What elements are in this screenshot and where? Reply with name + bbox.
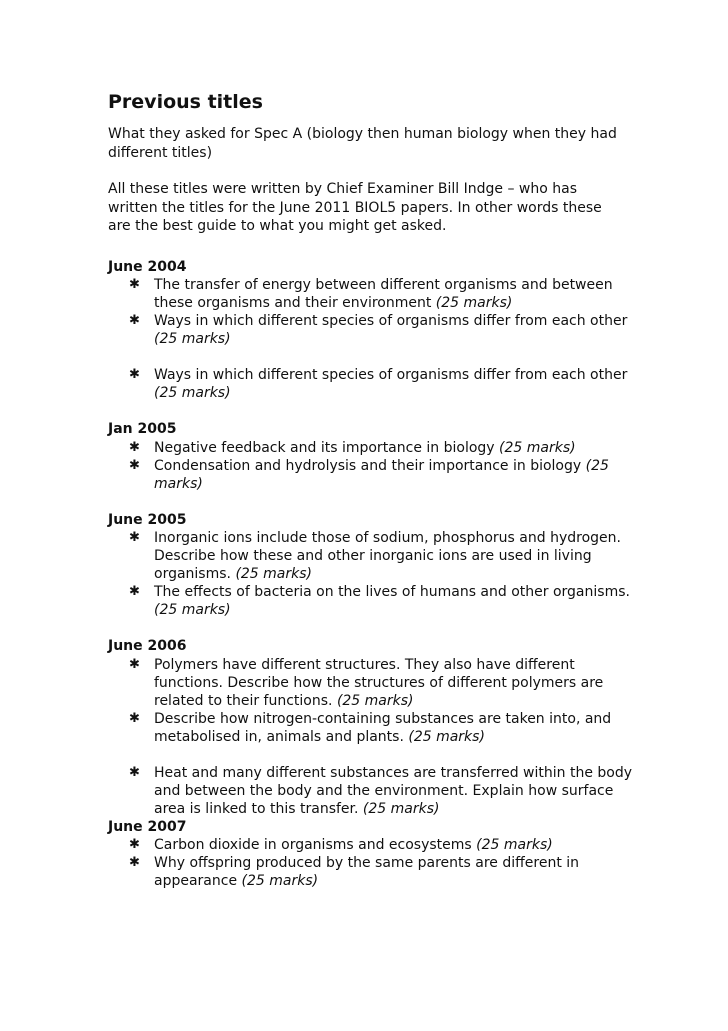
asterisk-bullet-icon: ✱: [129, 837, 140, 852]
item-marks: (25 marks): [154, 602, 231, 618]
asterisk-bullet-icon: ✱: [129, 656, 140, 672]
title-list: [108, 836, 638, 890]
list-item: [108, 276, 640, 312]
item-text: Describe how nitrogen-containing substances are taken into, and metabolised in, animals and plants.: [154, 710, 612, 745]
item-marks: (25 marks): [154, 457, 609, 492]
item-marks: (25 marks): [435, 295, 513, 311]
list-item: [108, 529, 640, 583]
section-jan-2005: [108, 420, 638, 493]
list-item: [108, 439, 640, 457]
item-text: Condensation and hydrolysis and their importance in biology: [154, 457, 586, 474]
asterisk-bullet-icon: ✱: [129, 277, 140, 292]
item-marks: (25 marks): [408, 728, 485, 745]
list-item: [108, 710, 640, 746]
asterisk-bullet-icon: ✱: [129, 439, 140, 455]
title-list: [108, 276, 638, 402]
list-item: [108, 854, 640, 890]
item-marks: (25 marks): [241, 873, 319, 889]
section-june-2004: [108, 258, 638, 403]
item-marks: (25 marks): [154, 385, 231, 401]
asterisk-bullet-icon: ✱: [129, 313, 140, 328]
list-item: [108, 836, 640, 854]
page-title: Previous titles: [108, 91, 263, 113]
intro-paragraph-2: All these titles were written by Chief Examiner Bill Indge – who has written the titles for the June 2011 BIOL5 papers. In other words these are the best guide to what you might get asked.: [108, 181, 602, 234]
title-list: [108, 439, 638, 493]
asterisk-bullet-icon: ✱: [129, 710, 140, 726]
section-heading: June 2005: [108, 511, 187, 528]
asterisk-bullet-icon: ✱: [129, 855, 140, 870]
item-text: Negative feedback and its importance in biology: [154, 439, 500, 456]
title-list: [108, 529, 638, 619]
section-heading: June 2007: [108, 818, 187, 835]
intro-paragraph-1: What they asked for Spec A (biology then human biology when they had different titles): [108, 126, 617, 161]
section-heading: Jan 2005: [108, 421, 177, 437]
item-marks: (25 marks): [499, 439, 576, 456]
item-text: Polymers have different structures. They also have different functions. Describe how the structures of different polymers are related to their functions.: [154, 656, 604, 709]
item-text: The transfer of energy between different organisms and between these organisms and their environment: [154, 277, 613, 311]
item-text: Inorganic ions include those of sodium, phosphorus and hydrogen. Describe how these and other inorganic ions are used in living organisms.: [154, 530, 621, 582]
asterisk-bullet-icon: ✱: [129, 764, 140, 780]
list-item: [108, 583, 640, 619]
asterisk-bullet-icon: ✱: [129, 367, 140, 382]
item-text: Heat and many different substances are transferred within the body and between the body and the environment. Explain how surface area is linked to this transfer.: [154, 764, 633, 817]
list-item: [108, 312, 640, 348]
section-heading: June 2006: [108, 638, 187, 654]
section-june-2007: [108, 818, 638, 891]
list-item: [108, 457, 640, 493]
section-june-2006: [108, 637, 638, 818]
list-item: [108, 764, 640, 818]
item-text: Carbon dioxide in organisms and ecosystems: [154, 837, 477, 853]
section-june-2005: [108, 511, 638, 620]
item-text: Ways in which different species of organisms differ from each other: [154, 313, 628, 329]
title-list: [108, 656, 638, 818]
asterisk-bullet-icon: ✱: [129, 584, 140, 599]
item-marks: (25 marks): [235, 566, 312, 582]
asterisk-bullet-icon: ✱: [129, 457, 140, 473]
item-marks: (25 marks): [154, 331, 231, 347]
item-text: Ways in which different species of organisms differ from each other: [154, 367, 628, 383]
list-item: [108, 366, 640, 402]
item-marks: (25 marks): [476, 837, 553, 853]
item-text: Why offspring produced by the same parents are different in appearance: [154, 855, 580, 889]
list-item: [108, 656, 640, 710]
item-marks: (25 marks): [336, 692, 414, 709]
asterisk-bullet-icon: ✱: [129, 530, 140, 545]
item-marks: (25 marks): [362, 800, 440, 817]
item-text: The effects of bacteria on the lives of humans and other organisms.: [154, 584, 630, 600]
section-heading: June 2004: [108, 258, 187, 275]
